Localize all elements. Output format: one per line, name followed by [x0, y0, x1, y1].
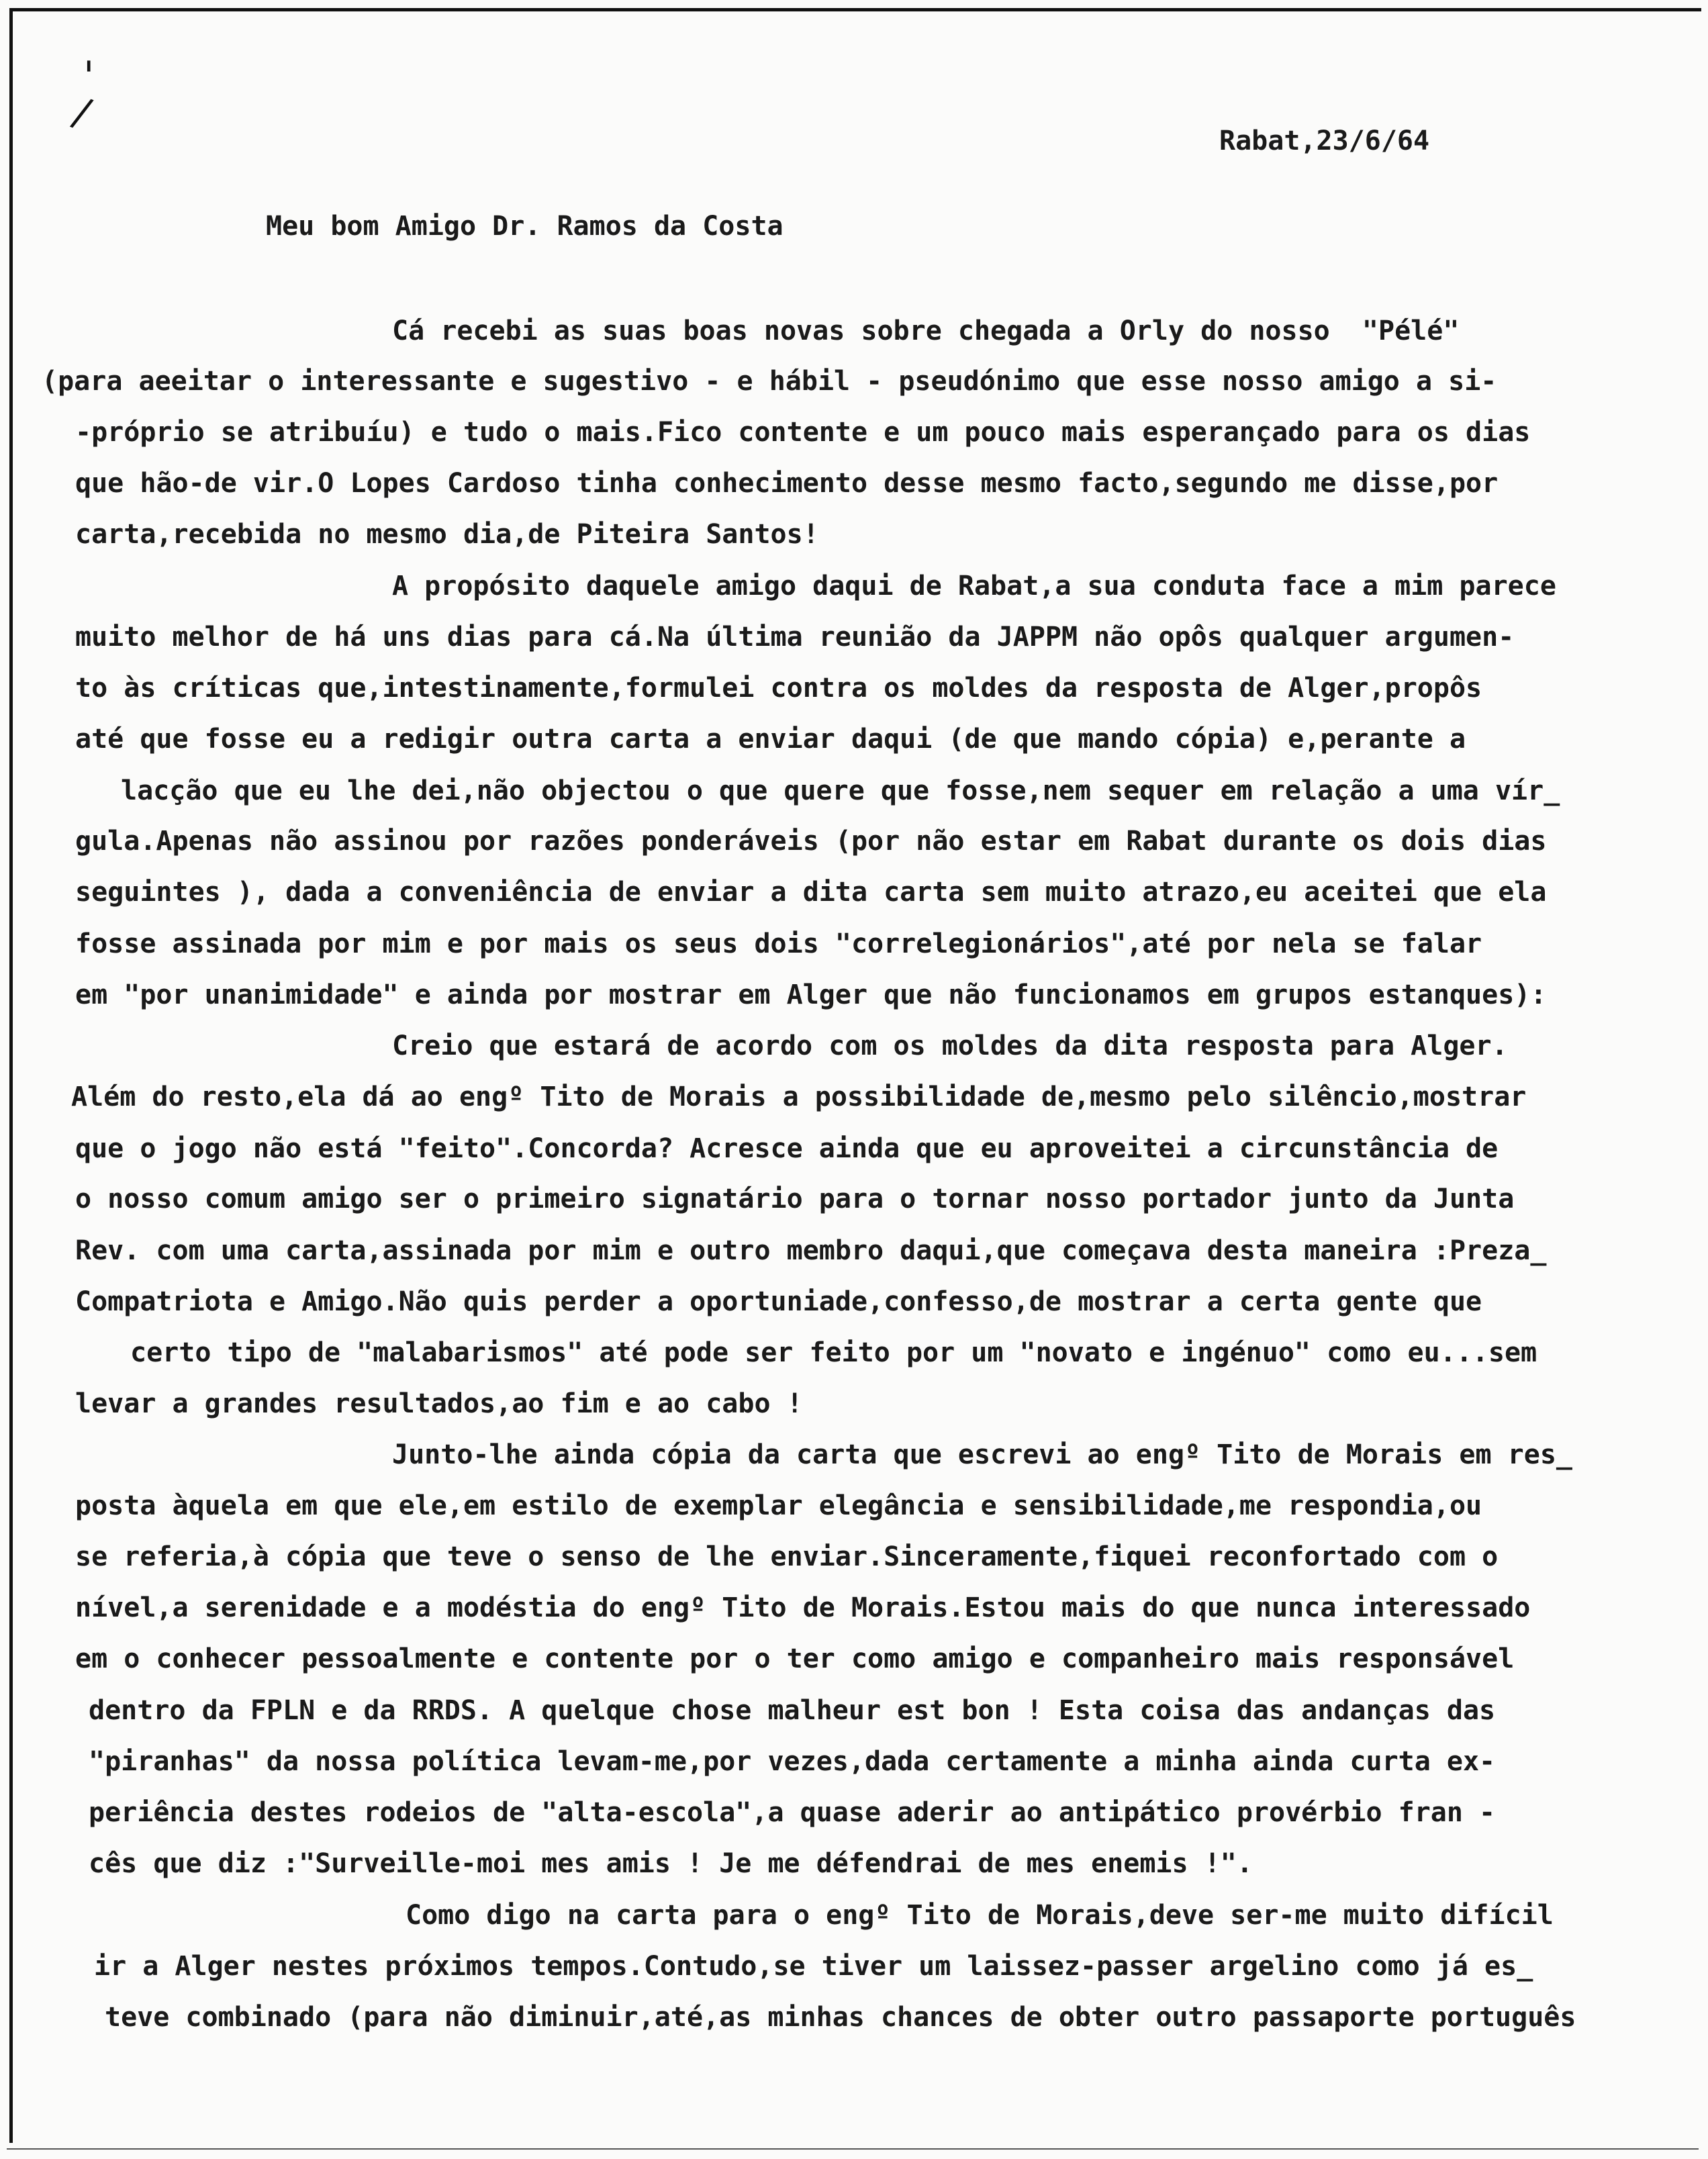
letter-line: seguintes ), dada a conveniência de enviar a dita carta sem muito atrazo,eu aceitei que ela: [75, 877, 1547, 908]
letter-line: nível,a serenidade e a modéstia do engº Tito de Morais.Estou mais do que nunca interessado: [75, 1592, 1531, 1623]
letter-line: A propósito daquele amigo daqui de Rabat,a sua conduta face a mim parece: [392, 571, 1556, 602]
letter-salutation: Meu bom Amigo Dr. Ramos da Costa: [266, 211, 784, 242]
letter-line: Junto-lhe ainda cópia da carta que escrevi ao engº Tito de Morais em res_: [392, 1439, 1572, 1470]
letter-line: que o jogo não está "feito".Concorda? Acresce ainda que eu aproveitei a circunstância de: [75, 1133, 1499, 1164]
letter-line: carta,recebida no mesmo dia,de Piteira Santos!: [75, 519, 819, 550]
letter-line: posta àquela em que ele,em estilo de exemplar elegância e sensibilidade,me respondia,ou: [75, 1490, 1482, 1521]
letter-line: lacção que eu lhe dei,não objectou o que quere que fosse,nem sequer em relação a uma vír_: [121, 775, 1560, 806]
letter-line: certo tipo de "malabarismos" até pode ser feito por um "novato e ingénuo" como eu...sem: [130, 1337, 1537, 1368]
letter-line: em o conhecer pessoalmente e contente por o ter como amigo e companheiro mais responsável: [75, 1643, 1515, 1674]
letter-line: cês que diz :"Surveille-moi mes amis ! Je me défendrai de mes enemis !".: [89, 1848, 1253, 1879]
letter-line: que hão-de vir.O Lopes Cardoso tinha conhecimento desse mesmo facto,segundo me disse,por: [75, 468, 1499, 499]
letter-line: se referia,à cópia que teve o senso de lhe enviar.Sinceramente,fiquei reconfortado com o: [75, 1541, 1499, 1572]
margin-mark-slash: /: [67, 88, 97, 138]
letter-line: levar a grandes resultados,ao fim e ao cabo !: [75, 1388, 803, 1419]
letter-line: Compatriota e Amigo.Não quis perder a oportuniade,confesso,de mostrar a certa gente que: [75, 1286, 1482, 1317]
letter-line: Como digo na carta para o engº Tito de Morais,deve ser-me muito difícil: [406, 1900, 1554, 1931]
letter-line: periência destes rodeios de "alta-escola",a quase aderir ao antipático provérbio fran -: [89, 1797, 1496, 1828]
letter-line: to às críticas que,intestinamente,formulei contra os moldes da resposta de Alger,propôs: [75, 673, 1482, 704]
letter-line: Além do resto,ela dá ao engº Tito de Morais a possibilidade de,mesmo pelo silêncio,mostrar: [71, 1082, 1527, 1112]
letter-line: gula.Apenas não assinou por razões ponderáveis (por não estar em Rabat durante os dois dias: [75, 826, 1547, 857]
letter-line: até que fosse eu a redigir outra carta a enviar daqui (de que mando cópia) e,perante a: [75, 724, 1466, 755]
letter-line: Cá recebi as suas boas novas sobre chegada a Orly do nosso "Pélé": [392, 316, 1460, 346]
letter-line: Rev. com uma carta,assinada por mim e outro membro daqui,que começava desta maneira :Preza_: [75, 1235, 1547, 1266]
margin-mark-top: ': [83, 53, 95, 100]
letter-line: em "por unanimidade" e ainda por mostrar em Alger que não funcionamos em grupos estanques):: [75, 979, 1547, 1010]
letter-line: fosse assinada por mim e por mais os seus dois "correlegionários",até por nela se falar: [75, 928, 1482, 959]
letter-line: muito melhor de há uns dias para cá.Na última reunião da JAPPM não opôs qualquer argumen-: [75, 622, 1515, 653]
letter-line: -próprio se atribuíu) e tudo o mais.Fico contente e um pouco mais esperançado para os dias: [75, 417, 1531, 448]
letter-line: (para aeeitar o interessante e sugestivo - e hábil - pseudónimo que esse nosso amigo a si-: [42, 366, 1497, 397]
letter-line: teve combinado (para não diminuir,até,as minhas chances de obter outro passaporte português: [105, 2002, 1576, 2033]
letter-line: dentro da FPLN e da RRDS. A quelque chose malheur est bon ! Esta coisa das andanças das: [89, 1695, 1496, 1726]
letter-line: Creio que estará de acordo com os moldes da dita resposta para Alger.: [392, 1030, 1508, 1061]
letter-line: ir a Alger nestes próximos tempos.Contudo,se tiver um laissez-passer argelino como já es_: [94, 1951, 1533, 1982]
letter-date: Rabat,23/6/64: [1219, 126, 1430, 156]
letter-line: o nosso comum amigo ser o primeiro signatário para o tornar nosso portador junto da Junta: [75, 1184, 1515, 1214]
letter-line: "piranhas" da nossa política levam-me,por vezes,dada certamente a minha ainda curta ex-: [89, 1746, 1496, 1777]
